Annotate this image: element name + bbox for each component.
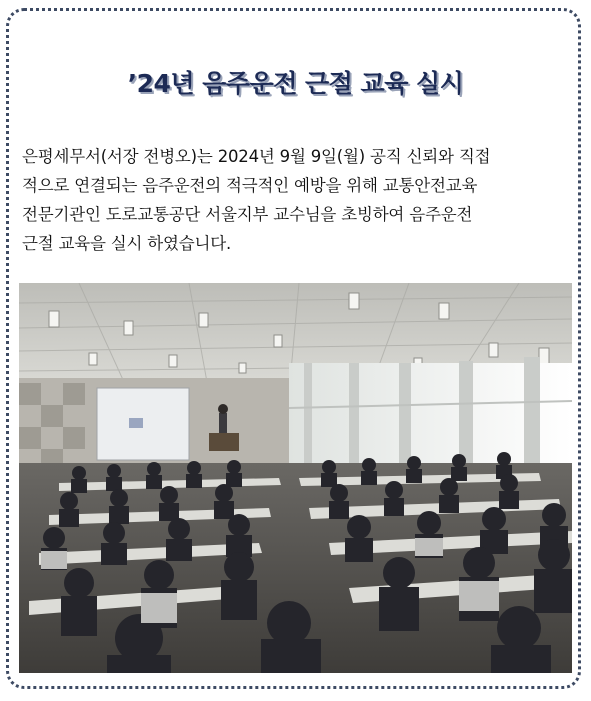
body-line: 전문기관인 도로교통공단 서울지부 교수님을 초빙하여 음주운전 xyxy=(22,205,473,224)
article-body xyxy=(22,142,574,258)
lecture-hall-photo xyxy=(19,283,572,673)
body-line: 근절 교육을 실시 하였습니다. xyxy=(22,234,232,253)
body-line: 적으로 연결되는 음주운전의 적극적인 예방을 위해 교통안전교육 xyxy=(22,176,478,195)
page-title: ’24년 음주운전 근절 교육 실시 xyxy=(127,69,464,98)
body-line: 은평세무서(서장 전병오)는 2024년 9월 9일(월) 공직 신뢰와 직접 xyxy=(22,147,491,166)
